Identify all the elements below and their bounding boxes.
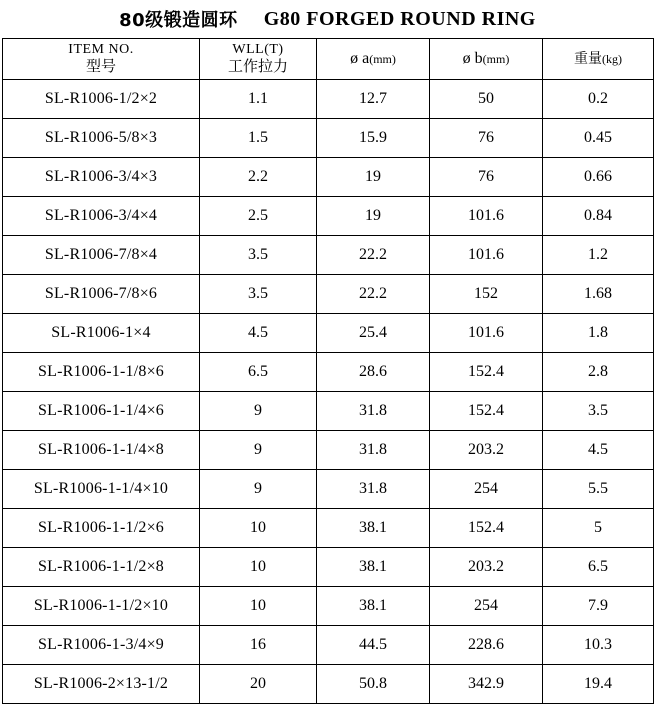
cell-diameter-b: 228.6 bbox=[430, 626, 543, 665]
table-row bbox=[3, 587, 654, 626]
cell-item-no: SL-R1006-7/8×4 bbox=[3, 236, 200, 275]
table-row bbox=[3, 80, 654, 119]
cell-wll: 1.1 bbox=[200, 80, 317, 119]
cell-weight: 19.4 bbox=[543, 665, 654, 704]
cell-item-no: SL-R1006-3/4×3 bbox=[3, 158, 200, 197]
cell-weight: 1.2 bbox=[543, 236, 654, 275]
table-body bbox=[3, 80, 654, 704]
cell-item-no: SL-R1006-1-1/4×8 bbox=[3, 431, 200, 470]
cell-wll: 4.5 bbox=[200, 314, 317, 353]
cell-wll: 16 bbox=[200, 626, 317, 665]
cell-wll: 10 bbox=[200, 509, 317, 548]
cell-wll: 3.5 bbox=[200, 275, 317, 314]
cell-item-no: SL-R1006-1-1/8×6 bbox=[3, 353, 200, 392]
cell-diameter-b: 152.4 bbox=[430, 392, 543, 431]
column-header-weight bbox=[543, 39, 654, 80]
cell-diameter-b: 342.9 bbox=[430, 665, 543, 704]
cell-diameter-a: 25.4 bbox=[317, 314, 430, 353]
cell-diameter-a: 50.8 bbox=[317, 665, 430, 704]
cell-diameter-b: 152.4 bbox=[430, 509, 543, 548]
column-header-diameter-a-label: ø a bbox=[350, 49, 370, 67]
table-row bbox=[3, 665, 654, 704]
table-row bbox=[3, 509, 654, 548]
title-chinese: 80级锻造圆环 bbox=[119, 10, 238, 31]
table-row bbox=[3, 119, 654, 158]
cell-wll: 9 bbox=[200, 392, 317, 431]
cell-wll: 1.5 bbox=[200, 119, 317, 158]
cell-item-no: SL-R1006-3/4×4 bbox=[3, 197, 200, 236]
cell-diameter-a: 31.8 bbox=[317, 470, 430, 509]
cell-diameter-b: 101.6 bbox=[430, 236, 543, 275]
table-row bbox=[3, 236, 654, 275]
cell-item-no: SL-R1006-1-1/2×6 bbox=[3, 509, 200, 548]
cell-diameter-a: 44.5 bbox=[317, 626, 430, 665]
cell-item-no: SL-R1006-1×4 bbox=[3, 314, 200, 353]
cell-item-no: SL-R1006-1-1/4×10 bbox=[3, 470, 200, 509]
cell-diameter-b: 254 bbox=[430, 587, 543, 626]
cell-weight: 1.8 bbox=[543, 314, 654, 353]
cell-diameter-a: 19 bbox=[317, 197, 430, 236]
cell-weight: 0.2 bbox=[543, 80, 654, 119]
column-header-wll bbox=[200, 39, 317, 80]
cell-item-no: SL-R1006-1/2×2 bbox=[3, 80, 200, 119]
cell-weight: 5 bbox=[543, 509, 654, 548]
cell-weight: 7.9 bbox=[543, 587, 654, 626]
cell-diameter-b: 152.4 bbox=[430, 353, 543, 392]
cell-wll: 10 bbox=[200, 587, 317, 626]
table-header-row bbox=[3, 39, 654, 80]
cell-diameter-a: 31.8 bbox=[317, 392, 430, 431]
page-title bbox=[0, 0, 655, 38]
column-header-item-no bbox=[3, 39, 200, 80]
cell-diameter-a: 38.1 bbox=[317, 509, 430, 548]
cell-diameter-b: 50 bbox=[430, 80, 543, 119]
table-row bbox=[3, 158, 654, 197]
cell-item-no: SL-R1006-1-3/4×9 bbox=[3, 626, 200, 665]
cell-diameter-a: 38.1 bbox=[317, 548, 430, 587]
cell-weight: 2.8 bbox=[543, 353, 654, 392]
cell-weight: 5.5 bbox=[543, 470, 654, 509]
cell-diameter-b: 254 bbox=[430, 470, 543, 509]
table-row bbox=[3, 197, 654, 236]
cell-weight: 0.66 bbox=[543, 158, 654, 197]
cell-weight: 10.3 bbox=[543, 626, 654, 665]
cell-item-no: SL-R1006-5/8×3 bbox=[3, 119, 200, 158]
cell-weight: 0.84 bbox=[543, 197, 654, 236]
table-row bbox=[3, 353, 654, 392]
column-header-diameter-a-unit: (mm) bbox=[369, 51, 396, 66]
cell-diameter-b: 101.6 bbox=[430, 197, 543, 236]
cell-item-no: SL-R1006-1-1/2×8 bbox=[3, 548, 200, 587]
cell-diameter-a: 15.9 bbox=[317, 119, 430, 158]
cell-diameter-a: 22.2 bbox=[317, 236, 430, 275]
table-row bbox=[3, 548, 654, 587]
table-row bbox=[3, 275, 654, 314]
column-header-diameter-b-label: ø b bbox=[462, 49, 483, 67]
cell-diameter-a: 22.2 bbox=[317, 275, 430, 314]
cell-wll: 9 bbox=[200, 470, 317, 509]
cell-wll: 10 bbox=[200, 548, 317, 587]
cell-diameter-a: 12.7 bbox=[317, 80, 430, 119]
cell-wll: 2.5 bbox=[200, 197, 317, 236]
cell-diameter-b: 76 bbox=[430, 119, 543, 158]
cell-diameter-b: 203.2 bbox=[430, 548, 543, 587]
table-row bbox=[3, 431, 654, 470]
cell-wll: 2.2 bbox=[200, 158, 317, 197]
cell-diameter-b: 101.6 bbox=[430, 314, 543, 353]
cell-wll: 6.5 bbox=[200, 353, 317, 392]
column-header-diameter-a bbox=[317, 39, 430, 80]
table-header bbox=[3, 39, 654, 80]
cell-wll: 20 bbox=[200, 665, 317, 704]
table-row bbox=[3, 626, 654, 665]
column-header-diameter-b-unit: (mm) bbox=[482, 51, 510, 66]
cell-weight: 1.68 bbox=[543, 275, 654, 314]
cell-wll: 9 bbox=[200, 431, 317, 470]
title-english: G80 FORGED ROUND RING bbox=[263, 7, 536, 30]
cell-item-no: SL-R1006-2×13-1/2 bbox=[3, 665, 200, 704]
cell-item-no: SL-R1006-7/8×6 bbox=[3, 275, 200, 314]
cell-diameter-a: 19 bbox=[317, 158, 430, 197]
cell-diameter-b: 203.2 bbox=[430, 431, 543, 470]
table-row bbox=[3, 470, 654, 509]
column-header-wll-cn: 工作拉力 bbox=[227, 57, 288, 76]
cell-weight: 3.5 bbox=[543, 392, 654, 431]
cell-diameter-b: 152 bbox=[430, 275, 543, 314]
cell-item-no: SL-R1006-1-1/4×6 bbox=[3, 392, 200, 431]
cell-weight: 4.5 bbox=[543, 431, 654, 470]
column-header-item-no-en: ITEM NO. bbox=[68, 42, 134, 58]
column-header-diameter-b bbox=[430, 39, 543, 80]
cell-weight: 0.45 bbox=[543, 119, 654, 158]
table-row bbox=[3, 392, 654, 431]
cell-diameter-b: 76 bbox=[430, 158, 543, 197]
specification-table bbox=[2, 38, 654, 704]
cell-wll: 3.5 bbox=[200, 236, 317, 275]
cell-diameter-a: 31.8 bbox=[317, 431, 430, 470]
column-header-wll-en: WLL(T) bbox=[232, 42, 284, 58]
column-header-weight-unit: (kg) bbox=[602, 51, 622, 66]
cell-diameter-a: 28.6 bbox=[317, 353, 430, 392]
column-header-weight-label: 重量 bbox=[574, 50, 602, 67]
cell-weight: 6.5 bbox=[543, 548, 654, 587]
cell-item-no: SL-R1006-1-1/2×10 bbox=[3, 587, 200, 626]
table-row bbox=[3, 314, 654, 353]
column-header-item-no-cn: 型号 bbox=[85, 57, 116, 76]
cell-diameter-a: 38.1 bbox=[317, 587, 430, 626]
